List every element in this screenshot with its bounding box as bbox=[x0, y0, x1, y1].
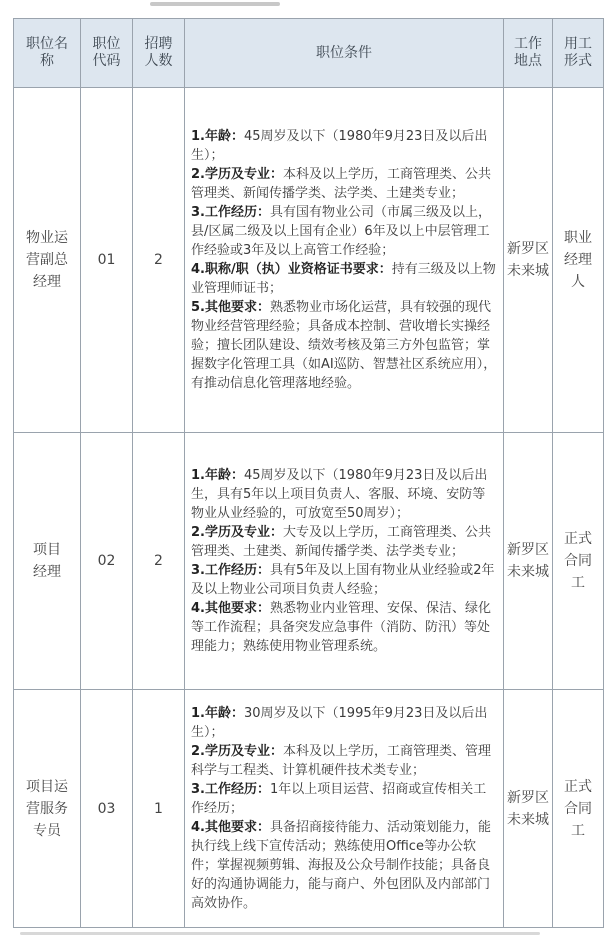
condition-item bbox=[191, 561, 497, 599]
top-cropped-strip bbox=[0, 0, 616, 18]
condition-text: 具备招商接待能力、活动策划能力，能执行线上线下宣传活动；熟练使用Office等办公软件；掌握视频剪辑、海报及公众号制作技能；具备良好的沟通协调能力，能与商户、外包团队及内部部门高效协作。 bbox=[191, 820, 491, 911]
condition-label: 4.其他要求： bbox=[191, 820, 270, 835]
condition-label: 5.其他要求： bbox=[191, 300, 270, 315]
condition-item bbox=[191, 780, 497, 818]
header-employment-type: 用工形式 bbox=[553, 19, 604, 88]
cropped-text-remnant bbox=[20, 932, 540, 935]
condition-item bbox=[191, 260, 497, 298]
condition-label: 2.学历及专业： bbox=[191, 167, 283, 182]
condition-text: 45周岁及以下（1980年9月23日及以后出生，具有5年以上项目负责人、客服、环境、安防等物业从业经验的，可放宽至50周岁）； bbox=[191, 468, 488, 521]
condition-text: 1年以上项目运营、招商或宣传相关工作经历； bbox=[191, 782, 487, 816]
condition-text: 持有三级及以上物业管理师证书； bbox=[191, 262, 496, 296]
condition-label: 1.年龄： bbox=[191, 129, 244, 144]
condition-item bbox=[191, 165, 497, 203]
position-code-cell: 03 bbox=[81, 690, 133, 928]
hire-count-cell: 2 bbox=[133, 88, 185, 433]
condition-label: 4.职称/职（执）业资格证书要求： bbox=[191, 262, 392, 277]
condition-label: 1.年龄： bbox=[191, 706, 244, 721]
hire-count-cell: 2 bbox=[133, 433, 185, 690]
condition-item bbox=[191, 203, 497, 260]
condition-item bbox=[191, 298, 497, 393]
hire-count-cell: 1 bbox=[133, 690, 185, 928]
header-position-name: 职位名称 bbox=[14, 19, 81, 88]
header-hire-count: 招聘人数 bbox=[133, 19, 185, 88]
bottom-cropped-strip bbox=[0, 928, 616, 940]
table-row bbox=[14, 88, 604, 433]
condition-label: 3.工作经历： bbox=[191, 782, 270, 797]
condition-label: 2.学历及专业： bbox=[191, 744, 283, 759]
condition-item bbox=[191, 742, 497, 780]
condition-label: 2.学历及专业： bbox=[191, 525, 283, 540]
condition-item bbox=[191, 523, 497, 561]
location-cell: 新罗区未来城 bbox=[504, 690, 553, 928]
position-name-cell: 项目经理 bbox=[14, 433, 81, 690]
position-code-cell: 01 bbox=[81, 88, 133, 433]
employment-type-cell: 职业经理人 bbox=[553, 88, 604, 433]
employment-type-cell: 正式合同工 bbox=[553, 690, 604, 928]
condition-label: 1.年龄： bbox=[191, 468, 244, 483]
header-position-code: 职位代码 bbox=[81, 19, 133, 88]
condition-item bbox=[191, 818, 497, 913]
condition-text: 本科及以上学历，工商管理类、公共管理类、新闻传播学类、法学类、土建类专业； bbox=[191, 167, 491, 201]
header-location: 工作地点 bbox=[504, 19, 553, 88]
table-row bbox=[14, 690, 604, 928]
conditions-cell bbox=[185, 433, 504, 690]
condition-label: 3.工作经历： bbox=[191, 205, 270, 220]
conditions-cell bbox=[185, 690, 504, 928]
cropped-text-remnant bbox=[150, 2, 280, 6]
position-name-cell: 项目运营服务专员 bbox=[14, 690, 81, 928]
condition-text: 45周岁及以下（1980年9月23日及以后出生）； bbox=[191, 129, 488, 163]
conditions-cell bbox=[185, 88, 504, 433]
condition-text: 大专及以上学历，工商管理类、公共管理类、土建类、新闻传播学类、法学类专业； bbox=[191, 525, 491, 559]
condition-text: 具有国有物业公司（市属三级及以上，县/区属二级及以上国有企业）6年及以上中层管理工作经验或3年及以上高管工作经验； bbox=[191, 205, 491, 258]
condition-item bbox=[191, 466, 497, 523]
header-row bbox=[14, 19, 604, 88]
table-row bbox=[14, 433, 604, 690]
recruitment-table bbox=[13, 18, 604, 928]
position-name-cell: 物业运营副总经理 bbox=[14, 88, 81, 433]
condition-text: 熟悉物业内业管理、安保、保洁、绿化等工作流程；具备突发应急事件（消防、防汛）等处理能力；熟练使用物业管理系统。 bbox=[191, 601, 491, 654]
condition-label: 4.其他要求： bbox=[191, 601, 270, 616]
condition-item bbox=[191, 704, 497, 742]
condition-text: 30周岁及以下（1995年9月23日及以后出生）； bbox=[191, 706, 488, 740]
condition-text: 熟悉物业市场化运营，具有较强的现代物业经营管理经验；具备成本控制、营收增长实操经验；擅长团队建设、绩效考核及第三方外包监管；掌握数字化管理工具（如AI巡防、智慧社区系统应用），有推动信息化管理落地经验。 bbox=[191, 300, 497, 391]
location-cell: 新罗区未来城 bbox=[504, 88, 553, 433]
condition-text: 本科及以上学历，工商管理类、管理科学与工程类、计算机硬件技术类专业； bbox=[191, 744, 491, 778]
condition-text: 具有5年及以上国有物业从业经验或2年及以上物业公司项目负责人经验； bbox=[191, 563, 495, 597]
position-code-cell: 02 bbox=[81, 433, 133, 690]
employment-type-cell: 正式合同工 bbox=[553, 433, 604, 690]
condition-label: 3.工作经历： bbox=[191, 563, 270, 578]
location-cell: 新罗区未来城 bbox=[504, 433, 553, 690]
condition-item bbox=[191, 599, 497, 656]
header-conditions: 职位条件 bbox=[185, 19, 504, 88]
condition-item bbox=[191, 127, 497, 165]
